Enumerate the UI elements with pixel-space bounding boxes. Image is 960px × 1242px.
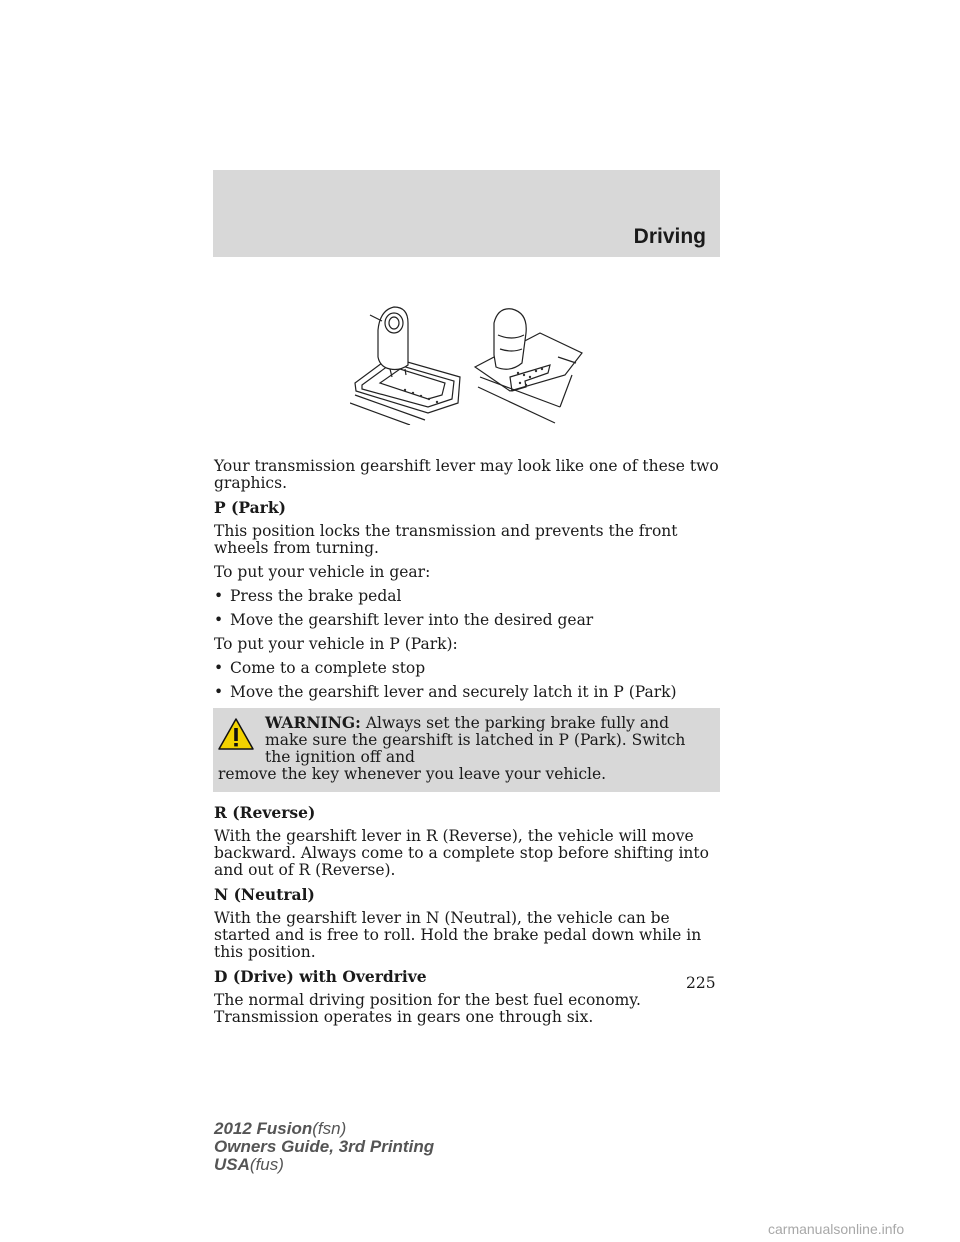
footer-model: 2012 Fusion [214, 1119, 313, 1138]
list-item-text: Move the gearshift lever into the desired gear [230, 611, 594, 629]
reverse-heading: R (Reverse) [214, 803, 316, 822]
reverse-description: With the gearshift lever in R (Reverse), the vehicle will move backward. Always come to a complete stop before shifting into and out of R (Reverse). [214, 827, 709, 879]
warning-text [218, 714, 714, 766]
park-description: This position locks the transmission and prevents the front wheels from turning. [214, 522, 678, 557]
list-item [214, 612, 722, 629]
site-watermark: carmanualsonline.info [768, 1221, 905, 1237]
body-content [214, 458, 722, 1033]
section-header-band [213, 170, 720, 257]
list-item [214, 660, 722, 677]
bullet-icon: • [214, 683, 224, 701]
drive-description: The normal driving position for the best fuel economy. Transmission operates in gears one through six. [214, 991, 641, 1026]
gear-intro: To put your vehicle in gear: [214, 563, 431, 581]
neutral-description: With the gearshift lever in N (Neutral), the vehicle can be started and is free to roll. Hold the brake pedal down while in this position. [214, 909, 702, 961]
bullet-icon: • [214, 587, 224, 605]
intro-text: Your transmission gearshift lever may look like one of these two graphics. [214, 457, 719, 492]
list-item-text: Move the gearshift lever and securely latch it in P (Park) [230, 683, 677, 701]
warning-box [213, 708, 720, 792]
document-footer [214, 1120, 434, 1174]
bullet-icon: • [214, 659, 224, 677]
drive-heading: D (Drive) with Overdrive [214, 967, 427, 986]
footer-guide: Owners Guide, 3rd Printing [214, 1137, 435, 1156]
list-item [214, 684, 722, 701]
neutral-heading: N (Neutral) [214, 885, 315, 904]
list-item-text: Come to a complete stop [230, 659, 426, 677]
park-heading: P (Park) [214, 498, 286, 517]
warning-triangle-icon [217, 717, 255, 751]
warning-body-continued: remove the key whenever you leave your vehicle. [218, 765, 607, 783]
list-item-text: Press the brake pedal [230, 587, 402, 605]
warning-label: WARNING: [265, 713, 361, 732]
footer-region: USA [214, 1155, 250, 1174]
park-intro: To put your vehicle in P (Park): [214, 635, 458, 653]
bullet-icon: • [214, 611, 224, 629]
list-item [214, 588, 722, 605]
footer-region-code: (fus) [249, 1155, 284, 1174]
section-title: Driving [633, 225, 706, 248]
footer-model-code: (fsn) [312, 1119, 347, 1138]
warning-body: Always set the parking brake fully and make sure the gearshift is latched in P (Park). Switch the ignition off and [265, 714, 686, 766]
page-number: 225 [686, 974, 716, 992]
gearshift-lever-illustration [350, 295, 590, 425]
